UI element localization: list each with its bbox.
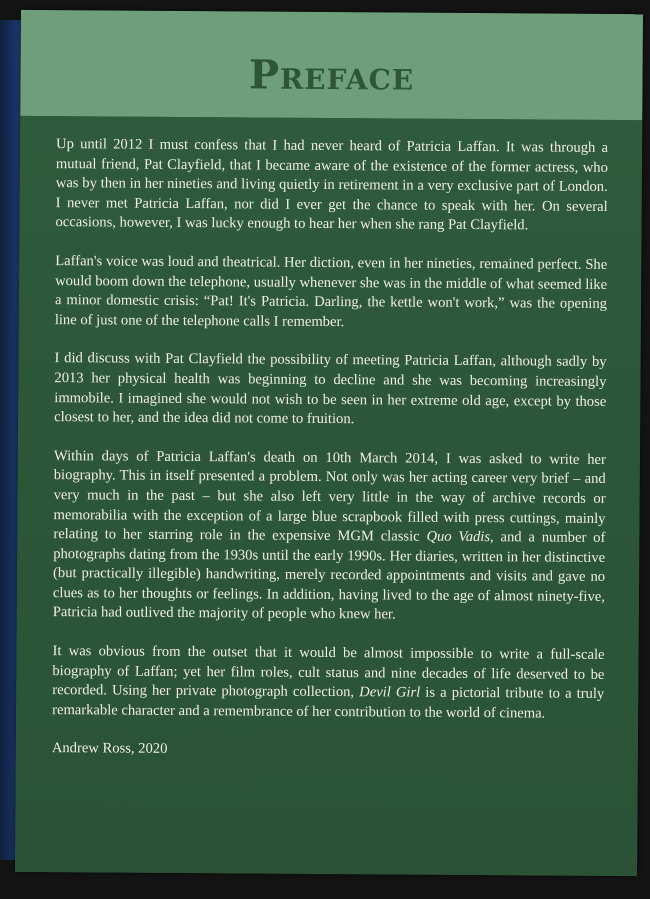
preface-page xyxy=(15,10,643,876)
paragraph-4-part-2: , and a number of photographs dating from the 1930s until the early 1990s. Her diaries, written in her distinctive (but practically illegible) handwriting, merely recorded appointments and visits and gave no clues as to her thoughts or feelings. In addition, having lived to the age of almost ninety-five, Patricia had outlived the majority of people who knew her. xyxy=(52,529,606,623)
page-title: Preface xyxy=(248,51,415,100)
film-title-quo-vadis: Quo Vadis xyxy=(426,528,491,546)
paragraph-1: Up until 2012 I must confess that I had never heard of Patricia Laffan. It was through a mutual friend, Pat Clayfield, that I became aware of the existence of the former actress, who was by then in her nineties and living quietly in retirement in a very exclusive part of London. I never met Patricia Laffan, nor did I ever get the chance to speak with her. On several occasions, however, I was lucky enough to hear her when she rang Pat Clayfield. xyxy=(55,136,609,234)
book-title-devil-girl: Devil Girl xyxy=(359,684,421,701)
paragraph-5-part-2: is a pictorial tribute to a truly remarkable character and a remembrance of her contribution to the world of cinema. xyxy=(52,684,605,722)
author-signature: Andrew Ross, 2020 xyxy=(51,740,168,758)
paragraph-2: Laffan's voice was loud and theatrical. Her diction, even in her nineties, remained perfect. She would boom down the telephone, usually whenever she was in the middle of what seemed like a minor domestic crisis: “Pat! It's Patricia. Darling, the kettle won't work,” was the opening line of just one of the telephone calls I remember. xyxy=(54,253,608,330)
paragraph-5-part-1: It was obvious from the outset that it would be almost impossible to write a full-scale biography of Laffan; yet her film roles, cult status and nine decades of life deserved to be recorded. Using her private photograph collection, xyxy=(52,643,605,701)
paragraph-4-part-1: Within days of Patricia Laffan's death on 10th March 2014, I was asked to write her biography. This in itself presented a problem. Not only was her acting career very brief – and very much in the past – but she also left very little in the way of archive records or memorabilia with the exception of a large blue scrapbook filled with press cuttings, mainly relating to her starring role in the expensive MGM classic xyxy=(53,447,606,545)
paragraph-5 xyxy=(52,642,605,724)
paragraph-4 xyxy=(53,447,606,627)
preface-text xyxy=(52,135,608,782)
paragraph-3: I did discuss with Pat Clayfield the possibility of meeting Patricia Laffan, although sadly by 2013 her physical health was beginning to decline and she was becoming increasingly immobile. I imagined she would not wish to be seen in her extreme old age, except by those closest to her, and the idea did not come to fruition. xyxy=(54,350,607,428)
